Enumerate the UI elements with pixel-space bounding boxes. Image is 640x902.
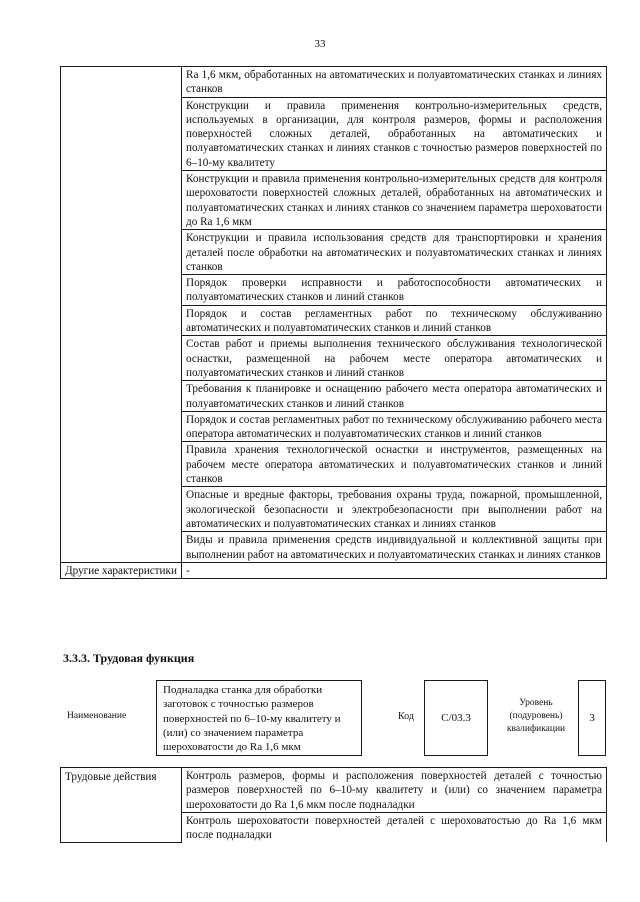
other-characteristics-label: Другие характеристики [61, 562, 182, 578]
qualification-level-box: 3 [578, 680, 606, 756]
knowledge-item: Конструкции и правила использования средств для транспортировки и хранения деталей после обработки на автоматических и полуавтоматических станках и линиях станков [182, 230, 607, 275]
function-code-box: C/03.3 [424, 680, 488, 756]
knowledge-label-cell [61, 67, 182, 563]
function-code-label: Код [398, 711, 414, 722]
knowledge-item: Виды и правила применения средств индивидуальной и коллективной защиты при выполнении работ на автоматических и полуавтоматических станках и линиях станков [182, 532, 607, 563]
knowledge-item: Порядок и состав регламентных работ по техническому обслуживанию автоматических и полуавтоматических станков и линий станков [182, 305, 607, 336]
knowledge-table [60, 66, 607, 579]
page-number: 33 [314, 38, 326, 50]
labor-actions-label: Трудовые действия [61, 768, 182, 843]
knowledge-item: Правила хранения технологической оснастки и инструментов, размещенных на рабочем месте оператора автоматических и полуавтоматических станков и линий станков [182, 442, 607, 487]
function-name-box: Подналадка станка для обработки заготовок с точностью размеров поверхностей по 6–10-му квалитету и (или) со значением параметра шероховатости до Ra 1,6 мкм [156, 680, 362, 756]
knowledge-item: Состав работ и приемы выполнения технического обслуживания технологической оснастки, размещенной на рабочем месте оператора автоматических и полуавтоматических станков и линий станков [182, 336, 607, 381]
table-row [61, 768, 607, 813]
knowledge-item: Опасные и вредные факторы, требования охраны труда, пожарной, промышленной, экологической безопасности и электробезопасности при выполнении работ на автоматических и полуавтоматических станках и линиях станков [182, 487, 607, 532]
knowledge-item: Конструкции и правила применения контрольно-измерительных средств для контроля шероховатости поверхностей сложных деталей, обработанных на автоматических и полуавтоматических станках и линиях станков со значением параметра шероховатости до Ra 1,6 мкм [182, 171, 607, 230]
knowledge-item: Порядок и состав регламентных работ по техническому обслуживанию рабочего места оператора автоматических и полуавтоматических станков и линий станков [182, 411, 607, 442]
knowledge-item: Ra 1,6 мкм, обработанных на автоматических и полуавтоматических станках и линиях станков [182, 67, 607, 98]
table-row [61, 562, 607, 578]
labor-action-item: Контроль размеров, формы и расположения поверхностей деталей с точностью размеров поверхностей по 6–10-му квалитету и (или) со значением параметра шероховатости до Ra 1,6 мкм после подналадки [182, 768, 607, 813]
section-heading: 3.3.3. Трудовая функция [63, 651, 195, 665]
labor-actions-table [60, 767, 607, 843]
table-row [61, 67, 607, 98]
knowledge-item: Конструкции и правила применения контрольно-измерительных средств, используемых в организации, для контроля размеров, формы и расположения поверхностей сложных деталей, обработанных на автоматических и полуавтоматических станках и линиях станков с точностью размеров поверхностей по 6–10-му квалитету [182, 97, 607, 170]
labor-action-item: Контроль шероховатости поверхностей деталей с шероховатостью до Ra 1,6 мкм после подналадки [182, 812, 607, 842]
knowledge-item: Порядок проверки исправности и работоспособности автоматических и полуавтоматических станков и линий станков [182, 275, 607, 306]
knowledge-item: Требования к планировке и оснащению рабочего места оператора автоматических и полуавтоматических станков и линий станков [182, 381, 607, 412]
qualification-level-label: Уровень (подуровень) квалификации [506, 698, 566, 734]
other-characteristics-value: - [182, 562, 607, 578]
function-name-label: Наименование [67, 711, 127, 721]
